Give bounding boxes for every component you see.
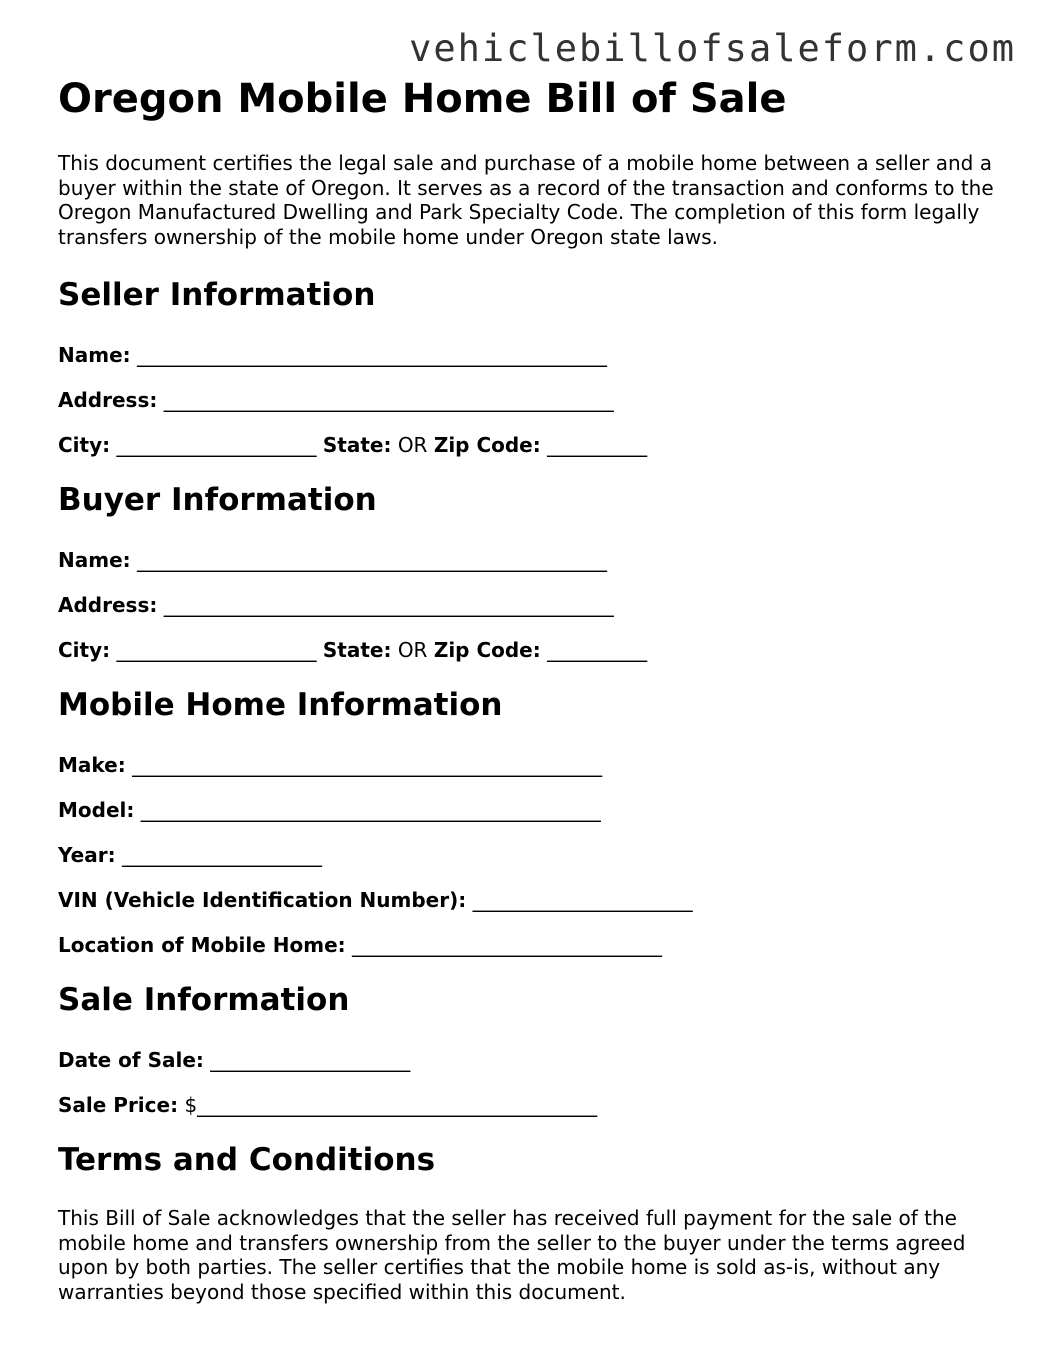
seller-state-value: OR — [397, 433, 428, 457]
sale-heading: Sale Information — [58, 982, 350, 1018]
seller-state-label: State: — [322, 433, 392, 457]
sale-price-blank[interactable]: ________________________________________ — [197, 1093, 598, 1117]
buyer-state-value: OR — [397, 638, 428, 662]
seller-address-blank[interactable]: _____________________________________________ — [163, 388, 614, 412]
model-blank[interactable]: ______________________________________________ — [140, 798, 601, 822]
seller-city-state-zip-row — [58, 423, 998, 468]
terms-paragraph: This Bill of Sale acknowledges that the seller has received full payment for the sale of the mobile home and transfers ownership from the seller to the buyer under the terms agreed upon by both parties. The seller certifies that the mobile home is sold as-is, without any warranties beyond those specified within this document. — [58, 1206, 966, 1304]
document-page — [58, 74, 998, 1304]
buyer-heading: Buyer Information — [58, 482, 377, 518]
buyer-state-label: State: — [322, 638, 392, 662]
date-of-sale-field[interactable] — [58, 1038, 998, 1083]
year-label: Year: — [58, 843, 116, 867]
seller-name-blank[interactable]: _______________________________________________ — [137, 343, 607, 367]
buyer-name-field[interactable] — [58, 538, 998, 583]
buyer-name-blank[interactable]: _______________________________________________ — [137, 548, 607, 572]
vin-field[interactable] — [58, 878, 998, 923]
intro-paragraph: This document certifies the legal sale and purchase of a mobile home between a seller and a buyer within the state of Oregon. It serves as a record of the transaction and conforms to the Oregon Manufactured Dwelling and Park Specialty Code. The completion of this form legally transfers ownership of the mobile home under Oregon state laws. — [58, 151, 994, 249]
terms-heading: Terms and Conditions — [58, 1142, 436, 1178]
sale-price-prefix: $ — [184, 1093, 198, 1117]
seller-name-label: Name: — [58, 343, 131, 367]
year-blank[interactable]: ____________________ — [121, 843, 322, 867]
model-field[interactable] — [58, 788, 998, 833]
seller-city-label: City: — [58, 433, 111, 457]
location-field[interactable] — [58, 923, 998, 968]
make-field[interactable] — [58, 743, 998, 788]
buyer-address-field[interactable] — [58, 583, 998, 628]
sale-price-field[interactable] — [58, 1083, 998, 1128]
make-label: Make: — [58, 753, 126, 777]
model-label: Model: — [58, 798, 135, 822]
mobile-home-heading: Mobile Home Information — [58, 687, 503, 723]
buyer-city-label: City: — [58, 638, 111, 662]
buyer-city-blank[interactable]: ____________________ — [116, 638, 317, 662]
date-of-sale-label: Date of Sale: — [58, 1048, 204, 1072]
seller-name-field[interactable] — [58, 333, 998, 378]
watermark: vehiclebillofsaleform.com — [409, 27, 1016, 70]
seller-address-label: Address: — [58, 388, 158, 412]
buyer-city-state-zip-row — [58, 628, 998, 673]
make-blank[interactable]: _______________________________________________ — [132, 753, 603, 777]
seller-zip-label: Zip Code: — [433, 433, 541, 457]
vin-label: VIN (Vehicle Identification Number): — [58, 888, 467, 912]
buyer-zip-blank[interactable]: __________ — [547, 638, 648, 662]
seller-heading: Seller Information — [58, 277, 376, 313]
buyer-zip-label: Zip Code: — [433, 638, 541, 662]
mobile-home-section — [58, 685, 998, 968]
buyer-name-label: Name: — [58, 548, 131, 572]
seller-section — [58, 275, 998, 468]
seller-address-field[interactable] — [58, 378, 998, 423]
location-blank[interactable]: _______________________________ — [352, 933, 663, 957]
year-field[interactable] — [58, 833, 998, 878]
seller-zip-blank[interactable]: __________ — [547, 433, 648, 457]
seller-city-blank[interactable]: ____________________ — [116, 433, 317, 457]
buyer-address-label: Address: — [58, 593, 158, 617]
sale-price-label: Sale Price: — [58, 1093, 179, 1117]
location-label: Location of Mobile Home: — [58, 933, 346, 957]
date-of-sale-blank[interactable]: ____________________ — [210, 1048, 411, 1072]
page-title: Oregon Mobile Home Bill of Sale — [58, 76, 787, 122]
sale-section — [58, 980, 998, 1128]
terms-section — [58, 1140, 998, 1304]
buyer-section — [58, 480, 998, 673]
vin-blank[interactable]: ______________________ — [472, 888, 693, 912]
buyer-address-blank[interactable]: _____________________________________________ — [163, 593, 614, 617]
